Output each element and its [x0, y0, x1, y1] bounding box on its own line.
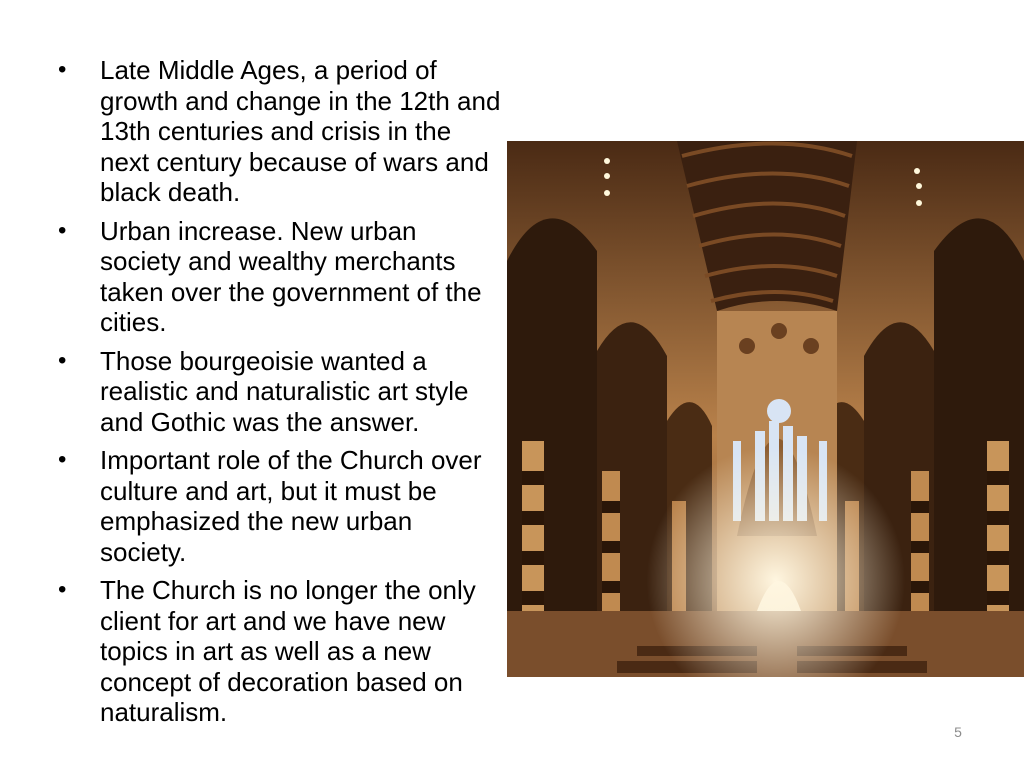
- bullet-item: [58, 445, 503, 567]
- cathedral-illustration: [507, 141, 1024, 677]
- bullet-symbol: •: [58, 576, 67, 603]
- bullet-item: [58, 55, 503, 208]
- page-number: 5: [954, 724, 962, 740]
- bullet-item: [58, 216, 503, 338]
- bullet-list: [58, 55, 503, 736]
- bullet-symbol: •: [58, 346, 67, 374]
- bullet-symbol: •: [58, 216, 67, 244]
- bullet-text: The Church is no longer the only client for art and we have new topics in art as well as a new concept of decoration based on naturalism.: [100, 575, 476, 727]
- bullet-text: Important role of the Church over culture and art, but it must be emphasized the new urban society.: [100, 445, 482, 567]
- bullet-text: Late Middle Ages, a period of growth and change in the 12th and 13th centuries and crisis in the next century because of wars and black death.: [100, 55, 501, 207]
- cathedral-interior-photo: [507, 141, 1024, 677]
- bullet-symbol: •: [58, 446, 67, 473]
- bullet-text: Those bourgeoisie wanted a realistic and naturalistic art style and Gothic was the answer.: [100, 345, 469, 437]
- bullet-symbol: •: [58, 56, 67, 83]
- bullet-item: [58, 575, 503, 728]
- bullet-item: [58, 346, 503, 438]
- bullet-text: Urban increase. New urban society and wealthy merchants taken over the government of the cities.: [100, 215, 482, 337]
